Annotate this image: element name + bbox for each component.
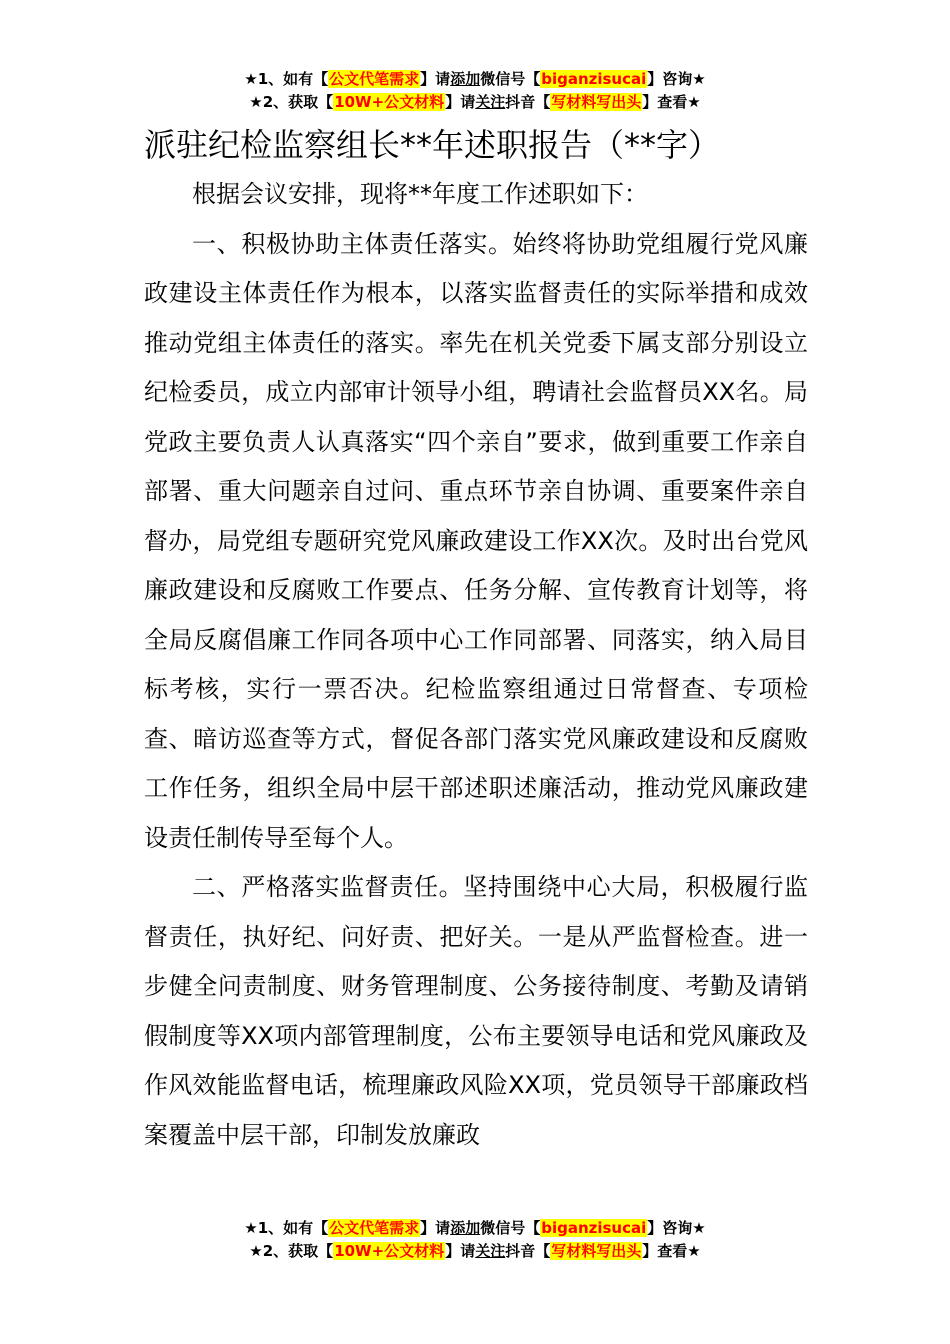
promo-text: 2、获取【 [262, 93, 334, 111]
paragraph-section-2: 二、严格落实监督责任。坚持围绕中心大局，积极履行监督责任，执好纪、问好责、把好关。一是从严监督检查。进一步健全问责制度、财务管理制度、公务接待制度、考勤及请销假制度等XX项内部管理制度，公布主要领导电话和党风廉政及作风效能监督电话，梳理廉政风险XX项，党员领导干部廉政档案覆盖中层干部，印制发放廉政 [144, 873, 808, 1149]
promo-text: 】咨询★ [647, 70, 706, 88]
star-icon: ★ [249, 93, 263, 111]
star-icon: ★ [244, 70, 258, 88]
promo-highlight: biganzisucai [541, 70, 647, 88]
promo-underlined: 关注 [475, 1242, 506, 1260]
document-body [144, 170, 808, 1160]
star-icon: ★ [244, 1219, 258, 1237]
promo-text: 】请 [420, 1219, 451, 1237]
promo-underlined: 添加 [450, 1219, 481, 1237]
promo-text: 抖音【 [505, 1242, 551, 1260]
promo-underlined: 添加 [450, 70, 481, 88]
promo-text: 2、获取【 [262, 1242, 334, 1260]
promo-text: 】咨询★ [647, 1219, 706, 1237]
promo-line-1 [0, 1217, 950, 1240]
paragraph-section-1: 一、积极协助主体责任落实。始终将协助党组履行党风廉政建设主体责任作为根本，以落实监督责任的实际举措和成效推动党组主体责任的落实。率先在机关党委下属支部分别设立纪检委员，成立内部审计领导小组，聘请社会监督员XX名。局党政主要负责人认真落实“四个亲自”要求，做到重要工作亲自部署、重大问题亲自过问、重点环节亲自协调、重要案件亲自督办，局党组专题研究党风廉政建设工作XX次。及时出台党风廉政建设和反腐败工作要点、任务分解、宣传教育计划等，将全局反腐倡廉工作同各项中心工作同部署、同落实，纳入局目标考核，实行一票否决。纪检监察组通过日常督查、专项检查、暗访巡查等方式，督促各部门落实党风廉政建设和反腐败工作任务，组织全局中层干部述职述廉活动，推动党风廉政建设责任制传导至每个人。 [144, 229, 808, 852]
promo-header [0, 68, 950, 114]
promo-line-1 [0, 68, 950, 91]
paragraph-intro: 根据会议安排，现将**年度工作述职如下： [192, 180, 648, 208]
promo-text: 微信号【 [480, 1219, 541, 1237]
promo-text: 1、如有【 [257, 1219, 329, 1237]
promo-highlight: 10W+公文材料 [334, 93, 445, 111]
promo-line-2 [0, 91, 950, 114]
promo-text: 】请 [445, 1242, 476, 1260]
promo-text: 】请 [445, 93, 476, 111]
document-title: 派驻纪检监察组长**年述职报告（**字） [144, 126, 721, 164]
promo-text: 】查看★ [642, 1242, 701, 1260]
promo-highlight: biganzisucai [541, 1219, 647, 1237]
promo-underlined: 关注 [475, 93, 506, 111]
promo-text: 1、如有【 [257, 70, 329, 88]
promo-text: 】查看★ [642, 93, 701, 111]
promo-highlight: 公文代笔需求 [329, 70, 420, 88]
promo-highlight: 写材料写出头 [551, 1242, 642, 1260]
star-icon: ★ [249, 1242, 263, 1260]
promo-text: 】请 [420, 70, 451, 88]
promo-highlight: 写材料写出头 [551, 93, 642, 111]
promo-footer [0, 1217, 950, 1263]
promo-highlight: 10W+公文材料 [334, 1242, 445, 1260]
promo-text: 抖音【 [505, 93, 551, 111]
promo-line-2 [0, 1240, 950, 1263]
promo-text: 微信号【 [480, 70, 541, 88]
promo-highlight: 公文代笔需求 [329, 1219, 420, 1237]
